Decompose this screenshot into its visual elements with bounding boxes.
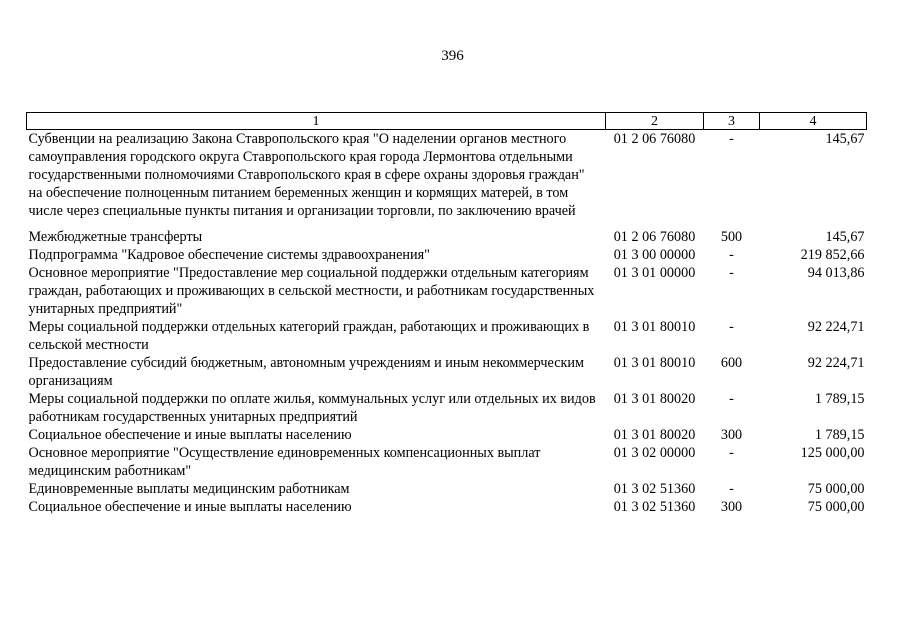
- row-name: Подпрограмма "Кадровое обеспечение системы здравоохранения": [28, 247, 430, 263]
- column-header-1: 1: [27, 113, 606, 130]
- row-code: 01 3 02 51360: [613, 481, 696, 497]
- table-row: [27, 498, 867, 516]
- row-name: Предоставление субсидий бюджетным, автономным учреждениям и иным некоммерческим организациям: [28, 355, 584, 389]
- row-code: 01 3 01 80020: [613, 391, 696, 407]
- table-row: [27, 444, 867, 480]
- table-row: [27, 246, 867, 264]
- row-name: Субвенции на реализацию Закона Ставропольского края "О наделении органов местного самоуправления городского округа Ставропольского края города Лермонтова отдельными государственными полномочиями Ставропольского края в сфере охраны здоровья граждан" на обеспечение полноценным питанием беременных женщин и кормящих матерей, в том числе через специальные пункты питания и организации торговли, по заключению врачей: [28, 131, 585, 219]
- table-row: [27, 390, 867, 426]
- row-type: -: [729, 481, 734, 497]
- row-type: -: [729, 131, 734, 147]
- row-code: 01 3 02 51360: [613, 499, 696, 515]
- table-row: [27, 480, 867, 498]
- row-type: -: [729, 319, 734, 335]
- row-amount: 94 013,86: [807, 265, 865, 281]
- row-name: Межбюджетные трансферты: [28, 229, 203, 245]
- row-type: 600: [720, 355, 743, 371]
- row-amount: 75 000,00: [807, 481, 865, 497]
- row-code: 01 2 06 76080: [613, 131, 696, 147]
- row-amount: 92 224,71: [807, 319, 865, 335]
- row-code: 01 3 02 00000: [613, 445, 696, 461]
- row-type: -: [729, 247, 734, 263]
- row-code: 01 3 01 00000: [613, 265, 696, 281]
- row-code: 01 3 01 80010: [613, 319, 696, 335]
- row-amount: 92 224,71: [807, 355, 865, 371]
- table-row: [27, 130, 867, 229]
- row-name: Единовременные выплаты медицинским работникам: [28, 481, 350, 497]
- row-code: 01 3 00 00000: [613, 247, 696, 263]
- table-row: [27, 354, 867, 390]
- budget-table: [26, 112, 867, 516]
- row-amount: 1 789,15: [814, 427, 865, 443]
- column-header-3: 3: [704, 113, 760, 130]
- row-type: 300: [720, 427, 743, 443]
- row-name: Меры социальной поддержки по оплате жилья, коммунальных услуг или отдельных их видов работникам государственных унитарных предприятий: [28, 391, 596, 425]
- row-amount: 125 000,00: [800, 445, 865, 461]
- table-row: [27, 264, 867, 318]
- row-amount: 145,67: [825, 131, 865, 147]
- row-name: Социальное обеспечение и иные выплаты населению: [28, 499, 352, 515]
- column-header-4: 4: [760, 113, 867, 130]
- row-name: Основное мероприятие "Предоставление мер социальной поддержки отдельным категориям граждан, работающих и проживающих в сельской местности, и работникам государственных унитарных предприятий": [28, 265, 595, 317]
- row-type: -: [729, 445, 734, 461]
- row-code: 01 3 01 80020: [613, 427, 696, 443]
- row-name: Меры социальной поддержки отдельных категорий граждан, работающих и проживающих в сельской местности: [28, 319, 590, 353]
- row-type: -: [729, 391, 734, 407]
- row-type: -: [729, 265, 734, 281]
- row-amount: 145,67: [825, 229, 865, 245]
- table-row: [27, 228, 867, 246]
- table-row: [27, 318, 867, 354]
- row-amount: 75 000,00: [807, 499, 865, 515]
- table-header-row: [27, 113, 867, 130]
- row-type: 500: [720, 229, 743, 245]
- row-name: Основное мероприятие "Осуществление единовременных компенсационных выплат медицинским работникам": [28, 445, 541, 479]
- row-code: 01 2 06 76080: [613, 229, 696, 245]
- table-row: [27, 426, 867, 444]
- row-type: 300: [720, 499, 743, 515]
- row-amount: 1 789,15: [814, 391, 865, 407]
- row-code: 01 3 01 80010: [613, 355, 696, 371]
- column-header-2: 2: [606, 113, 704, 130]
- row-name: Социальное обеспечение и иные выплаты населению: [28, 427, 352, 443]
- row-amount: 219 852,66: [800, 247, 865, 263]
- page-number: 396: [441, 48, 464, 64]
